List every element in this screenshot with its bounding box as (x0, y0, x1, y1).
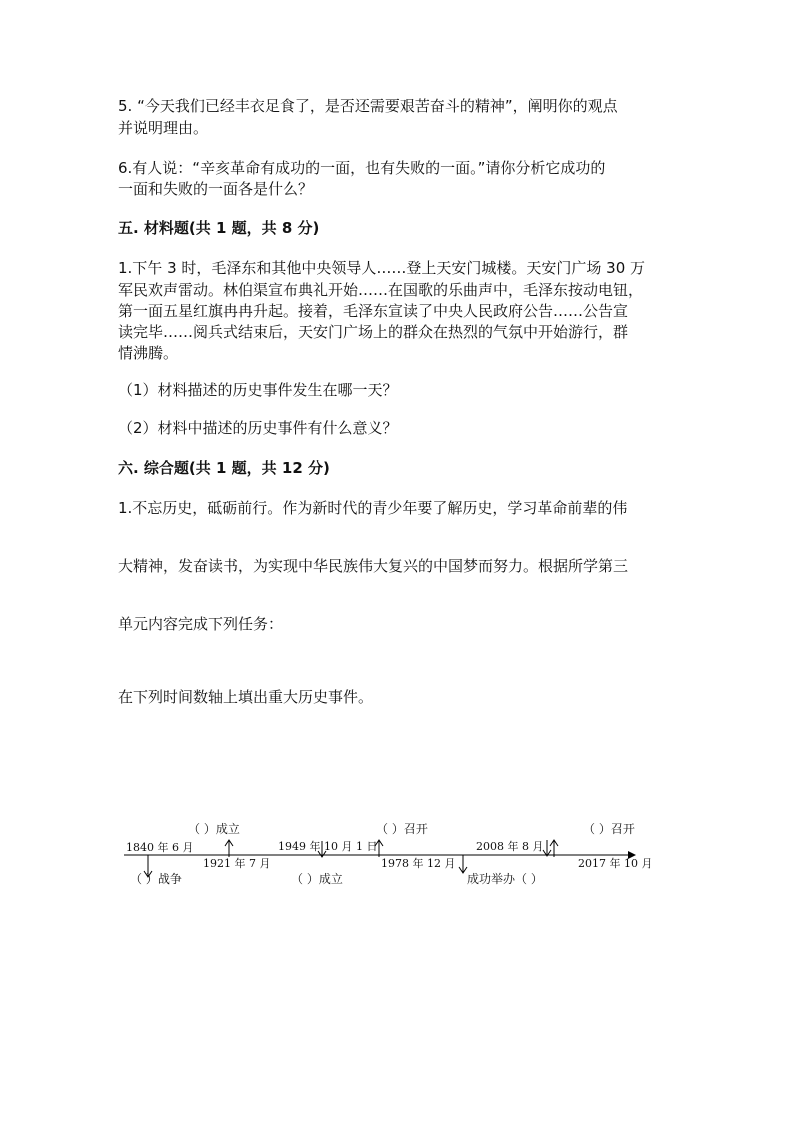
label-below-1949: （ ）成立 (291, 872, 343, 886)
label-below-1840: （ ）战争 (130, 872, 182, 886)
date-2008: 2008 年 8 月 (476, 840, 544, 853)
q5-line2: 并说明理由。 (118, 119, 209, 137)
q6-line1: 6.有人说：“辛亥革命有成功的一面，也有失败的一面。”请你分析它成功的 (118, 159, 606, 177)
material-line-3: 第一面五星红旗冉冉升起。接着，毛泽东宣读了中央人民政府公告……公告宣 (118, 302, 629, 320)
section6-para-3: 单元内容完成下列任务： (118, 615, 284, 633)
section6-para-2: 大精神，发奋读书，为实现中华民族伟大复兴的中国梦而努力。根据所学第三 (118, 557, 629, 575)
up-arrow-2008 (550, 840, 558, 857)
down-arrow-2008 (543, 840, 551, 856)
material-line-2: 军民欢声雷动。林伯渠宣布典礼开始……在国歌的乐曲声中，毛泽东按动电钮， (118, 281, 644, 299)
material-line-4: 读完毕……阅兵式结束后，天安门广场上的群众在热烈的气氛中开始游行，群 (118, 323, 629, 341)
date-1949: 1949 年 10 月 1 日 (278, 840, 378, 853)
down-arrow-1978 (459, 855, 467, 873)
label-below-1978: 成功举办（ ） (467, 872, 543, 886)
section6-para-4: 在下列时间数轴上填出重大历史事件。 (118, 688, 374, 706)
date-2017: 2017 年 10 月 (578, 857, 653, 870)
sub-question-1: （1）材料描述的历史事件发生在哪一天？ (118, 381, 398, 399)
date-1921: 1921 年 7 月 (203, 857, 271, 870)
material-line-1: 1.下午 3 时，毛泽东和其他中央领导人……登上天安门城楼。天安门广场 30 万 (118, 259, 646, 277)
up-arrow-1921 (225, 840, 233, 857)
section6-heading: 六. 综合题(共 1 题，共 12 分) (118, 459, 330, 477)
material-line-5: 情沸腾。 (118, 344, 179, 362)
q5-line1: 5. “今天我们已经丰衣足食了，是否还需要艰苦奋斗的精神”，阐明你的观点 (118, 97, 618, 115)
section5-heading: 五. 材料题(共 1 题，共 8 分) (118, 219, 320, 237)
date-1840: 1840 年 6 月 (126, 841, 194, 854)
date-1978: 1978 年 12 月 (381, 857, 456, 870)
label-above-2008: （ ）召开 (583, 822, 635, 836)
label-above-1921: （ ）成立 (188, 822, 240, 836)
q6-line2: 一面和失败的一面各是什么？ (118, 180, 314, 198)
label-above-1949: （ ）召开 (376, 822, 428, 836)
section6-para-1: 1.不忘历史，砥砺前行。作为新时代的青少年要了解历史，学习革命前辈的伟 (118, 499, 628, 517)
sub-question-2: （2）材料中描述的历史事件有什么意义？ (118, 419, 398, 437)
